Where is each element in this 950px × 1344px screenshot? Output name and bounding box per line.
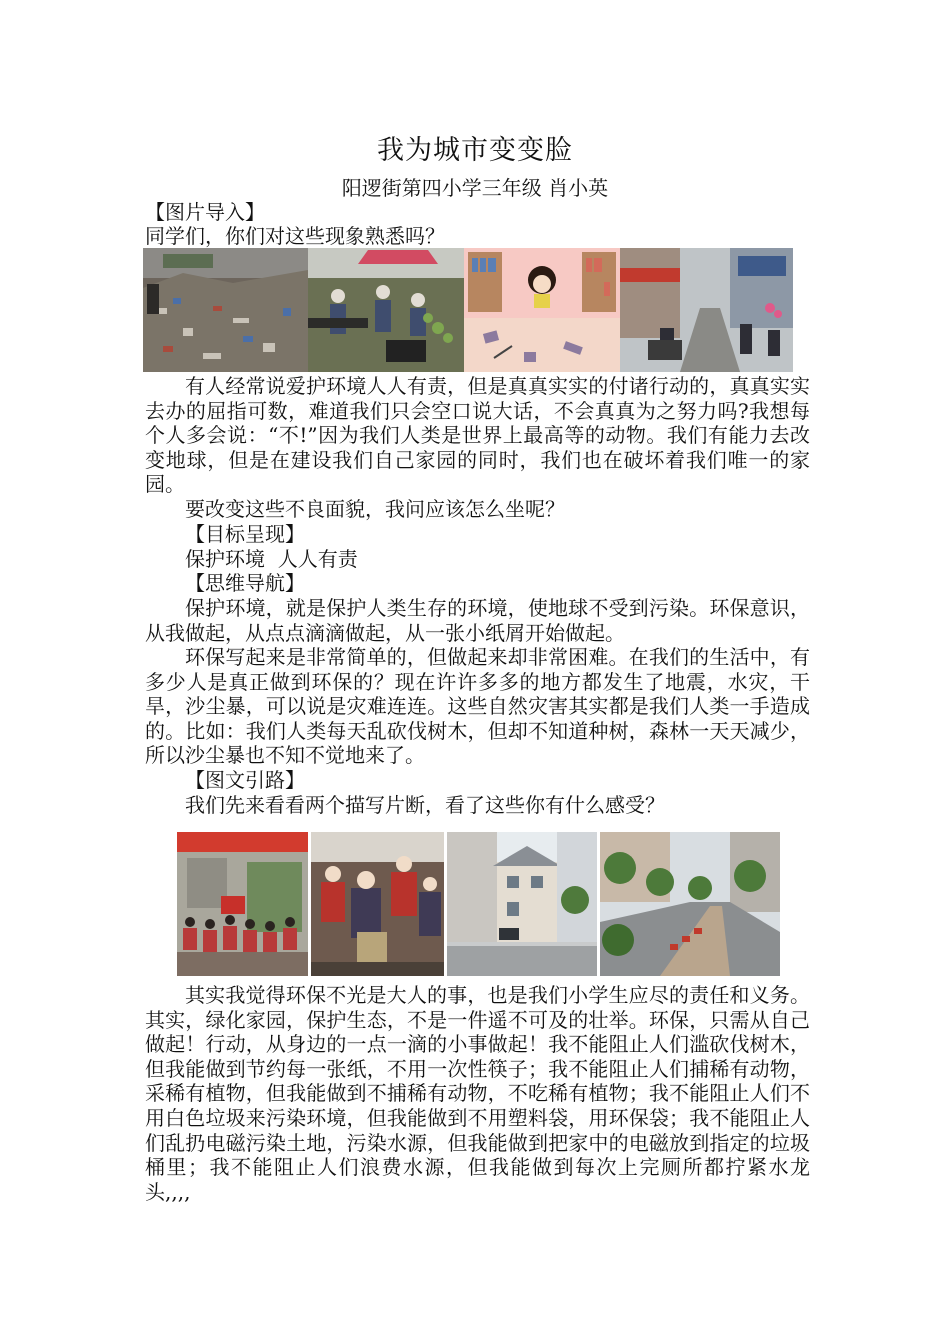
section-heading-guide: 【图文引路】 <box>185 768 305 792</box>
author-line: 阳逻街第四小学三年级 肖小英 <box>341 176 609 200</box>
photo-garbage-pile <box>143 248 308 372</box>
document-title: 我为城市变变脸 <box>377 135 573 166</box>
photo-strip-problems <box>143 248 793 372</box>
paragraph-1: 有人经常说爱护环境人人有责，但是真真实实的付诸行动的，真真实实去办的屈指可数，难道我们只会空口说大话，不会真真为之努力吗?我想每个人多会说：“不!”因为我们人类是世界上最高等的动物。我们有能力去改变地球，但是在建设我们自己家园的同时，我们也在破坏着我们唯一的家园。 <box>145 374 810 497</box>
paragraph-3: 保护环境，就是保护人类生存的环境，使地球不受到污染。环保意识，从我做起，从点点滴滴做起，从一张小纸屑开始做起。 <box>145 596 810 645</box>
photo-street-market <box>308 248 464 372</box>
photo-kids-cleaning <box>311 832 444 976</box>
paragraph-6: 其实我觉得环保不光是大人的事，也是我们小学生应尽的责任和义务。其实，绿化家园，保护生态，不是一件遥不可及的壮举。环保，只需从自己做起！行动，从身边的一点一滴的小事做起！我不能阻止人们滥砍伐树木，但我能做到节约每一张纸，不用一次性筷子；我不能阻止人们捕稀有动物，采稀有植物，但我能做到不捕稀有动物，不吃稀有植物；我不能阻止人们不用白色垃圾来污染环境，但我能做到不用塑料袋，用环保袋；我不能阻止人们乱扔电磁污染土地，污染水源，但我能做到把家中的电磁放到指定的垃圾桶里；我不能阻止人们浪费水源，但我能做到每次上完厕所都拧紧水龙头,,,, <box>145 983 810 1204</box>
photo-cartoon-messy-room <box>464 248 620 372</box>
photo-green-street <box>600 832 780 976</box>
photo-group-with-banner <box>177 832 308 976</box>
section-heading-goal: 【目标呈现】 <box>185 522 305 546</box>
paragraph-5: 我们先来看看两个描写片断，看了这些你有什么感受？ <box>185 793 665 817</box>
paragraph-4: 环保写起来是非常简单的，但做起来却非常困难。在我们的生活中，有多少人是真正做到环保的？现在许许多多的地方都发生了地震，水灾，干旱，沙尘暴，可以说是灾难连连。这些自然灾害其实都是我们人类一手造成的。比如：我们人类每天乱砍伐树木，但却不知道种树，森林一天天减少，所以沙尘暴也不知不觉地来了。 <box>145 645 810 768</box>
photo-crowded-street <box>620 248 793 372</box>
photo-strip-solutions <box>177 832 780 976</box>
section-heading-intro: 【图片导入】 <box>145 200 265 224</box>
goal-text: 保护环境 人人有责 <box>185 547 358 571</box>
paragraph-2: 要改变这些不良面貌，我问应该怎么坐呢？ <box>185 497 565 521</box>
section-heading-thinking: 【思维导航】 <box>185 571 305 595</box>
photo-clean-house <box>447 832 597 976</box>
intro-question: 同学们，你们对这些现象熟悉吗？ <box>145 224 445 248</box>
